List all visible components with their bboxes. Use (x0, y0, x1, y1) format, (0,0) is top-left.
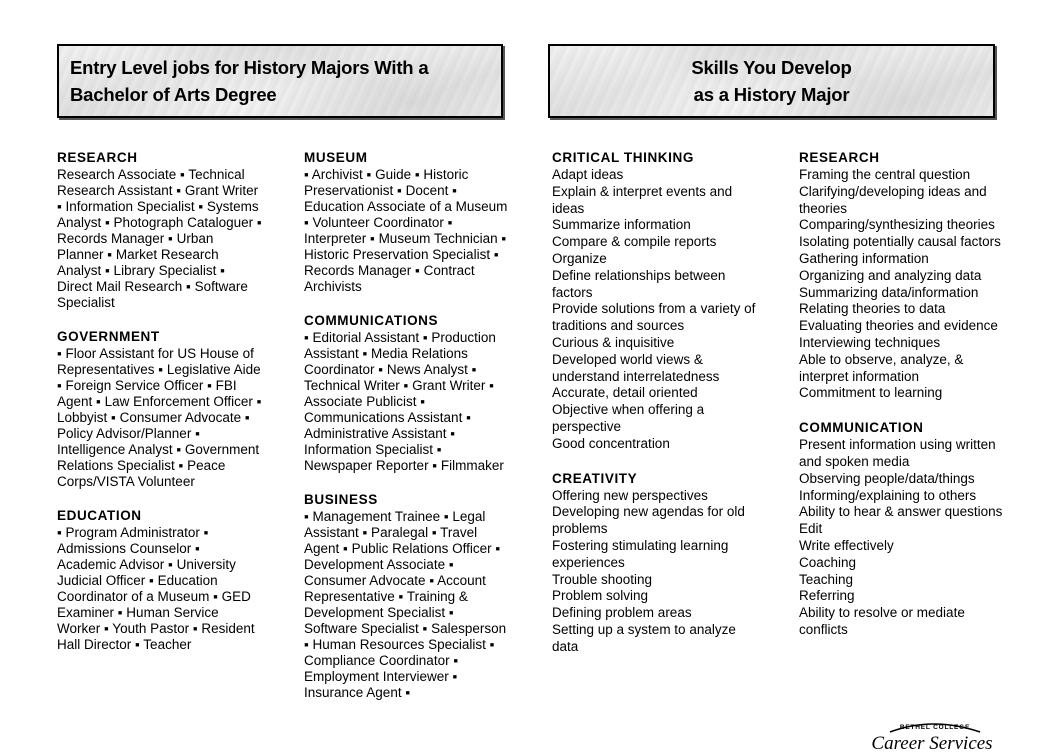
section-body: Research Associate ▪ Technical Research Assistant ▪ Grant Writer ▪ Information Specialist ▪ Systems Analyst ▪ Photograph Cataloguer ▪ Records Manager ▪ Urban Planner ▪ Market Research Analyst ▪ Library Specialist ▪ Direct Mail Research ▪ Software Specialist (57, 167, 262, 310)
skill-item: Adapt ideas (552, 167, 624, 182)
skill-item: Compare & compile reports (552, 234, 717, 250)
skills-critical-thinking-section (552, 150, 757, 453)
skill-item: Commitment to learning (799, 385, 943, 401)
skill-item: Able to observe, analyze, & interpret information (799, 351, 964, 384)
skill-item: Present information using written and spoken media (799, 437, 996, 469)
skill-item: Objective when offering a perspective (552, 402, 705, 434)
skill-item: Problem solving (552, 588, 649, 604)
section-heading: EDUCATION (57, 508, 142, 523)
jobs-business-section (304, 492, 509, 701)
skill-item: Clarifying/developing ideas and theories (799, 183, 987, 216)
skill-item: Teaching (799, 571, 854, 587)
section-body: ▪ Archivist ▪ Guide ▪ Historic Preservationist ▪ Docent ▪ Education Associate of a Museum ▪ Volunteer Coordinator ▪ Interpreter ▪ Museum Technician ▪ Historic Preservation Specialist ▪ Records Manager ▪ Contract Archivists (304, 167, 508, 294)
skill-item: Accurate, detail oriented (552, 385, 698, 401)
logo-org-text: BETHEL COLLEGE (899, 724, 971, 731)
skill-item: Provide solutions from a variety of traditions and sources (552, 301, 756, 334)
section-heading: MUSEUM (304, 150, 368, 165)
skill-item: Edit (799, 521, 823, 537)
skill-item: Gathering information (799, 250, 929, 266)
skill-item: Trouble shooting (552, 571, 653, 587)
skills-communication-section (799, 420, 1009, 639)
skill-item: Observing people/data/things (799, 470, 975, 486)
skill-item: Setting up a system to analyze data (552, 621, 736, 654)
skill-item: Ability to hear & answer questions (799, 504, 1003, 520)
section-heading: GOVERNMENT (57, 329, 160, 344)
skill-list (552, 167, 757, 453)
jobs-museum-section (304, 150, 509, 295)
section-body: ▪ Program Administrator ▪ Admissions Counselor ▪ Academic Advisor ▪ University Judicial Officer ▪ Education Coordinator of a Museum ▪ GED Examiner ▪ Human Service Worker ▪ Youth Pastor ▪ Resident Hall Director ▪ Teacher (57, 525, 255, 652)
skill-item: Referring (799, 588, 855, 604)
skills-column-2 (799, 150, 1009, 657)
skills-title-line1: Skills You Develop (691, 57, 852, 78)
skill-list (552, 488, 757, 656)
skill-item: Developing new agendas for old problems (552, 504, 745, 537)
section-heading: COMMUNICATIONS (304, 313, 439, 328)
skill-item: Relating theories to data (799, 301, 946, 317)
section-heading: BUSINESS (304, 492, 378, 507)
jobs-education-section (57, 508, 262, 653)
skill-item: Coaching (799, 554, 857, 570)
skills-title-line2: as a History Major (693, 84, 850, 105)
jobs-column-2 (304, 150, 509, 719)
jobs-banner (57, 44, 503, 118)
jobs-government-section (57, 329, 262, 490)
skill-item: Comparing/synthesizing theories (799, 217, 995, 233)
skills-creativity-section (552, 471, 757, 656)
section-heading: RESEARCH (57, 150, 138, 165)
skill-item: Organize (552, 250, 607, 266)
skill-item: Fostering stimulating learning experiences (552, 537, 729, 570)
logo-name-text: Career Services (871, 733, 993, 752)
skill-item: Offering new perspectives (552, 487, 708, 503)
skills-column-1 (552, 150, 757, 674)
section-heading: RESEARCH (799, 150, 880, 165)
section-body: ▪ Editorial Assistant ▪ Production Assistant ▪ Media Relations Coordinator ▪ News Analyst ▪ Technical Writer ▪ Grant Writer ▪ Associate Publicist ▪ Communications Assistant ▪ Administrative Assistant ▪ Information Specialist ▪ Newspaper Reporter ▪ Filmmaker (304, 330, 504, 473)
jobs-research-section (57, 150, 262, 311)
skill-item: Evaluating theories and evidence (799, 318, 998, 334)
bethel-career-services-logo (868, 718, 998, 752)
section-body: ▪ Management Trainee ▪ Legal Assistant ▪ Paralegal ▪ Travel Agent ▪ Public Relations Officer ▪ Development Associate ▪ Consumer Advocate ▪ Account Representative ▪ Training & Development Specialist ▪ Software Specialist ▪ Salesperson ▪ Human Resources Specialist ▪ Compliance Coordinator ▪ Employment Interviewer ▪ Insurance Agent ▪ (304, 509, 507, 700)
skill-item: Framing the central question (799, 167, 971, 182)
jobs-communications-section (304, 313, 509, 474)
skills-research-section (799, 150, 1009, 402)
skill-item: Developed world views & understand interrelatedness (552, 351, 720, 384)
section-body: ▪ Floor Assistant for US House of Representatives ▪ Legislative Aide ▪ Foreign Service Officer ▪ FBI Agent ▪ Law Enforcement Officer ▪ Lobbyist ▪ Consumer Advocate ▪ Policy Advisor/Planner ▪ Intelligence Analyst ▪ Government Relations Specialist ▪ Peace Corps/VISTA Volunteer (57, 346, 262, 489)
jobs-title-line2: Bachelor of Arts Degree (70, 84, 277, 105)
section-heading: CRITICAL THINKING (552, 150, 694, 165)
skill-list (799, 167, 1009, 402)
skill-item: Defining problem areas (552, 605, 692, 621)
jobs-column-1 (57, 150, 262, 671)
skill-item: Ability to resolve or mediate conflicts (799, 605, 965, 637)
skill-item: Informing/explaining to others (799, 487, 977, 503)
jobs-title-line1: Entry Level jobs for History Majors With a (70, 57, 429, 78)
skill-item: Summarize information (552, 217, 691, 233)
skill-item: Isolating potentially causal factors (799, 234, 1001, 250)
skill-item: Organizing and analyzing data (799, 267, 982, 283)
skill-item: Summarizing data/information (799, 284, 979, 300)
skills-banner (548, 44, 995, 118)
skill-item: Write effectively (799, 537, 894, 553)
section-heading: CREATIVITY (552, 470, 638, 486)
skill-item: Curious & inquisitive (552, 334, 675, 350)
skill-list (799, 437, 1009, 639)
jobs-banner-title (70, 54, 490, 108)
skill-item: Interviewing techniques (799, 334, 941, 350)
skill-item: Define relationships between factors (552, 267, 726, 300)
section-heading: COMMUNICATION (799, 420, 924, 436)
skill-item: Good concentration (552, 435, 670, 451)
skill-item: Explain & interpret events and ideas (552, 183, 733, 216)
skills-banner-title (550, 54, 993, 108)
